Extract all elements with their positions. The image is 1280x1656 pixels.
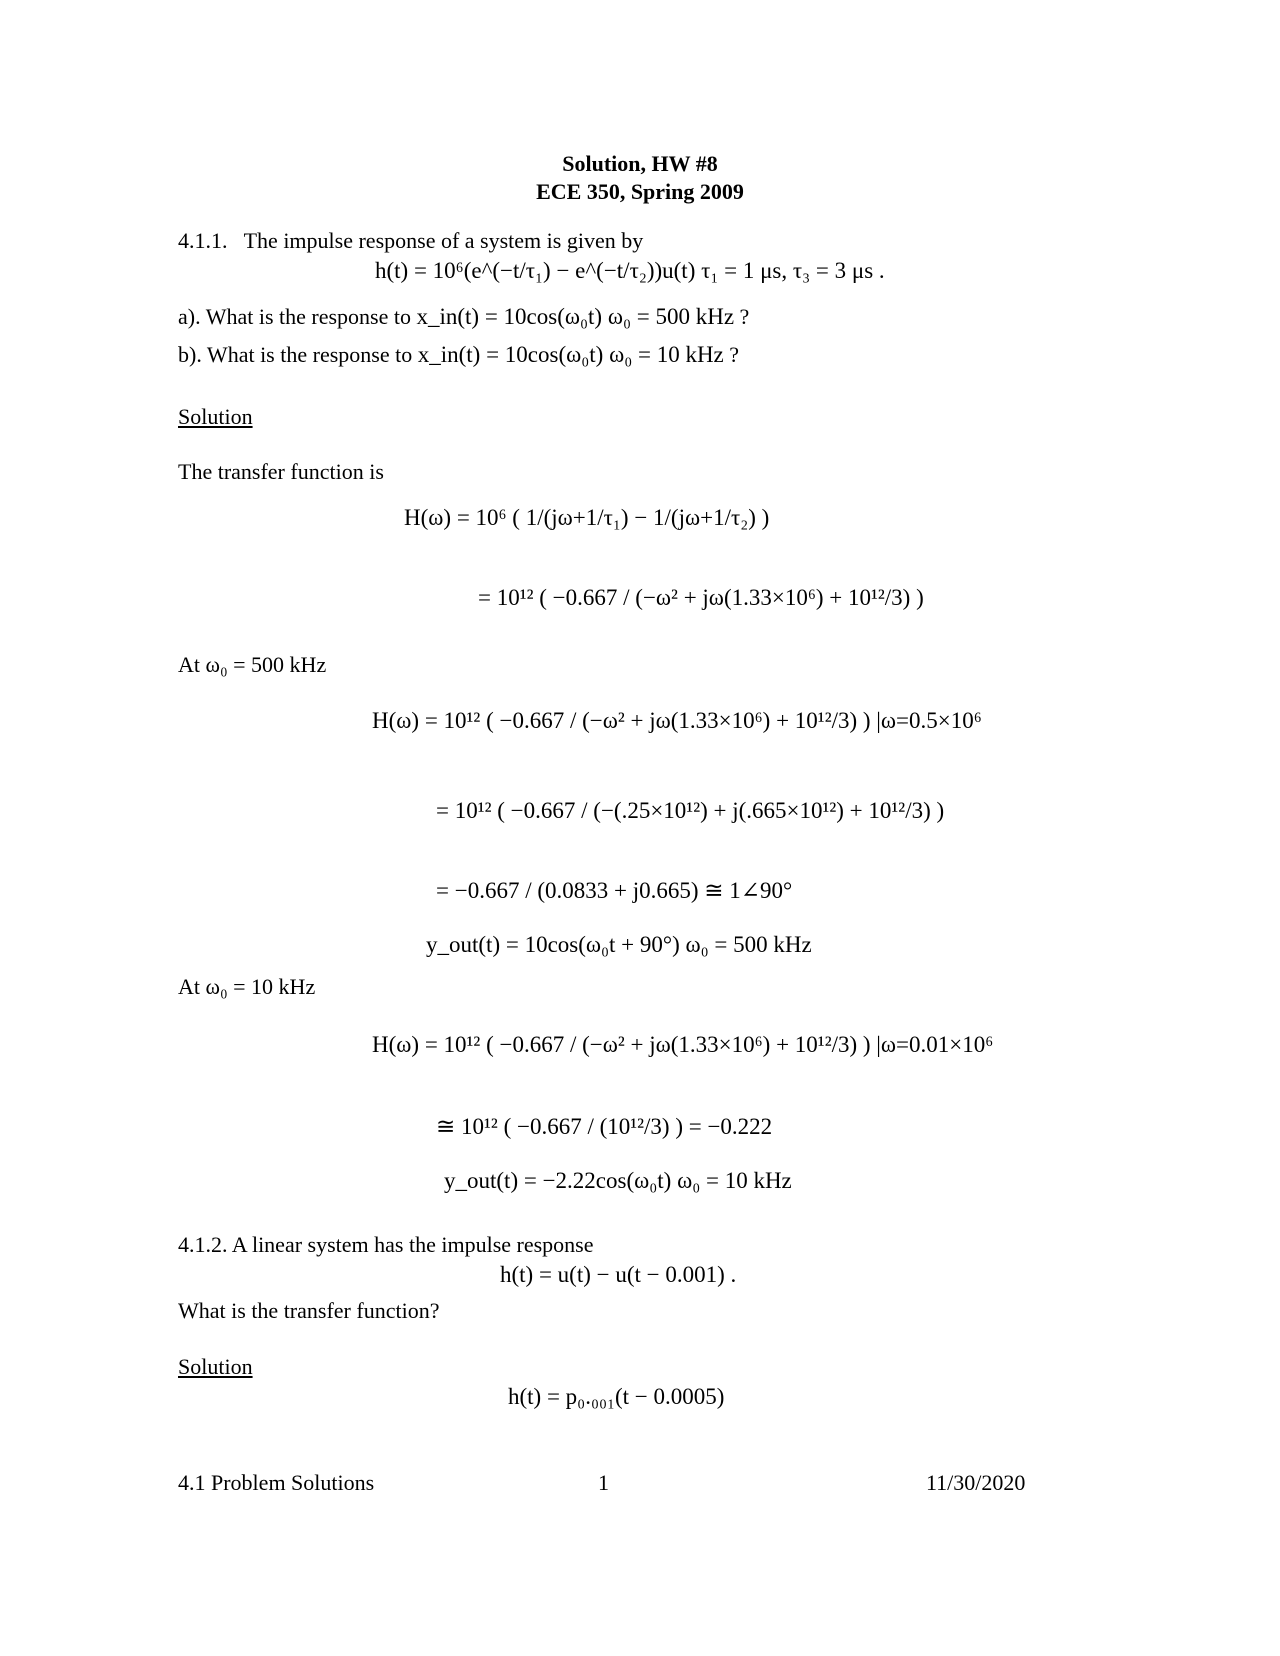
question-b-text: b). What is the response to <box>178 342 413 367</box>
footer-date: 11/30/2020 <box>926 1470 1026 1495</box>
eval-10-equation-1: H(ω) = 10¹² ( −0.667 / (−ω² + jω(1.33×10⁶) + 10¹²/3) ) |ω=0.01×10⁶ <box>372 1032 994 1057</box>
output-10khz-equation: y_out(t) = −2.22cos(ω₀t) ω₀ = 10 kHz <box>444 1168 792 1193</box>
transfer-function-intro: The transfer function is <box>178 459 384 484</box>
eval-500-equation-3: = −0.667 / (0.0833 + j0.665) ≅ 1∠90° <box>436 878 793 903</box>
question-a-text: a). What is the response to <box>178 304 411 329</box>
eval-500-equation-2: = 10¹² ( −0.667 / (−(.25×10¹²) + j(.665×10¹²) + 10¹²/3) ) <box>436 798 945 823</box>
footer-section-title: 4.1 Problem Solutions <box>178 1470 375 1495</box>
problem-number: 4.1.1. <box>178 228 228 253</box>
eval-10-equation-2: ≅ 10¹² ( −0.667 / (10¹²/3) ) = −0.222 <box>436 1114 773 1139</box>
title-line-2: ECE 350, Spring 2009 <box>536 179 744 204</box>
question-a-mark: ? <box>739 304 750 329</box>
eval-500-equation-1: H(ω) = 10¹² ( −0.667 / (−ω² + jω(1.33×10⁶) + 10¹²/3) ) |ω=0.5×10⁶ <box>372 708 982 733</box>
at-500khz-label: At ω₀ = 500 kHz <box>178 652 327 677</box>
question-b <box>178 342 739 368</box>
impulse-response-equation: h(t) = 10⁶(e^(−t/τ₁) − e^(−t/τ₂))u(t) τ₁ = 1 μs, τ₃ = 3 μs . <box>375 258 885 283</box>
problem-412-statement: 4.1.2. A linear system has the impulse response <box>178 1232 594 1257</box>
solution-heading-411: Solution <box>178 404 253 429</box>
question-b-equation: x_in(t) = 10cos(ω₀t) ω₀ = 10 kHz <box>417 342 724 367</box>
question-b-mark: ? <box>729 342 740 367</box>
solution-heading-412: Solution <box>178 1354 253 1379</box>
page-title <box>0 150 1280 206</box>
problem-412-question: What is the transfer function? <box>178 1298 440 1323</box>
problem-411-statement <box>178 228 643 254</box>
problem-text: The impulse response of a system is given by <box>243 228 644 253</box>
problem-412-solution-equation: h(t) = p₀.₀₀₁(t − 0.0005) <box>508 1384 725 1409</box>
transfer-function-equation-1: H(ω) = 10⁶ ( 1/(jω+1/τ₁) − 1/(jω+1/τ₂) ) <box>404 505 770 530</box>
problem-412-equation: h(t) = u(t) − u(t − 0.001) . <box>500 1262 737 1287</box>
title-line-1: Solution, HW #8 <box>562 151 718 176</box>
footer-page-number: 1 <box>598 1470 609 1495</box>
question-a <box>178 304 749 330</box>
output-500khz-equation: y_out(t) = 10cos(ω₀t + 90°) ω₀ = 500 kHz <box>426 932 812 957</box>
at-10khz-label: At ω₀ = 10 kHz <box>178 974 316 999</box>
question-a-equation: x_in(t) = 10cos(ω₀t) ω₀ = 500 kHz <box>416 304 735 329</box>
transfer-function-equation-2: = 10¹² ( −0.667 / (−ω² + jω(1.33×10⁶) + 10¹²/3) ) <box>478 585 924 610</box>
